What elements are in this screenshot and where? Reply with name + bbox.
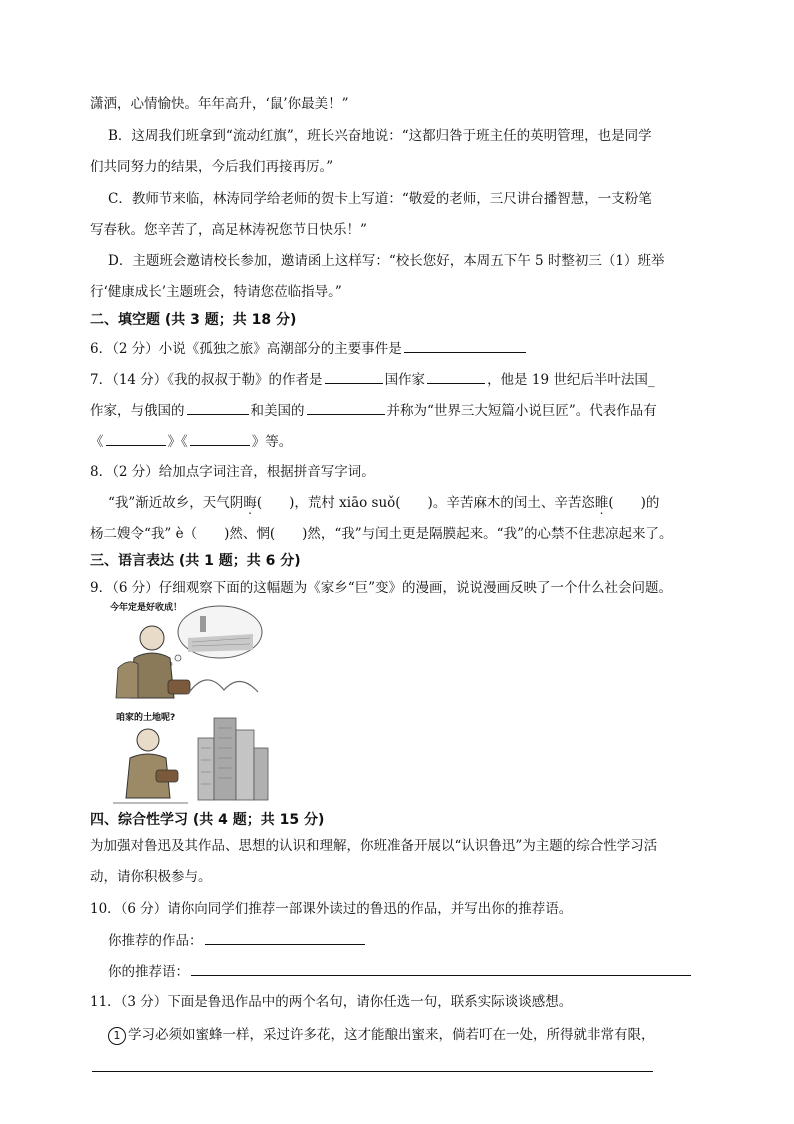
question-8-line2: 杨二嫂令“我” è（ )然、惘( )然，“我”与闰土更是隔膜起来。“我”的心禁不住悲凉起来了。 bbox=[90, 526, 673, 542]
q10-reason-row bbox=[108, 961, 693, 982]
farmer-head-icon bbox=[140, 626, 164, 650]
option-a-tail: 潇洒，心情愉快。年年高升，‘鼠’你最美！” bbox=[90, 96, 349, 112]
q7-text-c: ，他是 19 世纪后半叶法国_ bbox=[487, 372, 655, 388]
q10-reason-label: 你的推荐语： bbox=[108, 964, 189, 980]
answer-blank-q7-author[interactable] bbox=[325, 369, 383, 384]
q7-text-e: 和美国的 bbox=[250, 403, 305, 419]
section-4-intro-line2: 动，请你积极参与。 bbox=[90, 869, 212, 885]
option-b-line2: 们共同努力的结果，今后我们再接再厉。” bbox=[90, 159, 334, 175]
q8-dotted-char-1: 晦 bbox=[243, 495, 257, 511]
q7-text-g3: 》等。 bbox=[251, 434, 293, 450]
answer-blank-q6[interactable] bbox=[404, 338, 526, 353]
answer-blank-q7-american[interactable] bbox=[307, 400, 385, 415]
question-8-line1 bbox=[108, 493, 659, 513]
answer-blank-q7-work1[interactable] bbox=[106, 431, 166, 446]
q8-text-c: ( )的 bbox=[608, 495, 660, 511]
answer-blank-q7-russian[interactable] bbox=[187, 400, 249, 415]
section-4-heading: 四、综合性学习 (共 4 题；共 15 分) bbox=[90, 812, 325, 828]
option-b-line1: B．这周我们班拿到“流动红旗”，班长兴奋地说：“这都归咎于班主任的英明管理，也是同学 bbox=[108, 128, 652, 144]
question-8: 8．（2 分）给加点字词注音，根据拼音写字词。 bbox=[90, 464, 375, 480]
option-c-line1: C．教师节来临，林涛同学给老师的贺卡上写道：“敬爱的老师，三尺讲台播智慧，一支粉笔 bbox=[108, 191, 652, 207]
q10-work-label: 你推荐的作品： bbox=[108, 933, 203, 949]
q7-text-a: 7．（14 分）《我的叔叔于勒》的作者是 bbox=[90, 372, 323, 388]
section-4-intro-line1: 为加强对鲁迅及其作品、思想的认识和理解，你班准备开展以“认识鲁迅”为主题的综合性学习活 bbox=[90, 838, 658, 854]
q7-text-d: 作家，与俄国的 bbox=[90, 403, 185, 419]
answer-blank-q7-work2[interactable] bbox=[190, 431, 250, 446]
question-7-line2 bbox=[90, 400, 657, 421]
answer-blank-q10-reason[interactable] bbox=[191, 961, 691, 976]
answer-line-q11[interactable] bbox=[92, 1071, 653, 1072]
q7-text-g1: 《 bbox=[90, 434, 104, 450]
question-7-line3 bbox=[90, 431, 292, 452]
answer-blank-q10-work[interactable] bbox=[205, 930, 365, 945]
q11-quote-1 bbox=[108, 1025, 655, 1045]
q10-work-row bbox=[108, 930, 367, 951]
q8-dotted-char-2: 睢 bbox=[594, 495, 609, 511]
option-d-line2: 行‘健康成长’主题班会，特请您莅临指导。” bbox=[90, 284, 342, 300]
question-7-line1 bbox=[90, 369, 655, 390]
circled-number-1: 1 bbox=[108, 1027, 126, 1045]
q7-text-g2: 》《 bbox=[167, 434, 188, 450]
q8-text-b: ( )，荒村 xiāo suǒ( )。辛苦麻木的闰土、辛苦恣 bbox=[256, 495, 595, 511]
q7-text-f: 并称为“世界三大短篇小说巨匠”。代表作品有 bbox=[386, 403, 657, 419]
question-11: 11．（3 分）下面是鲁迅作品中的两个名句，请你任选一句，联系实际谈谈感想。 bbox=[90, 994, 573, 1010]
q8-text-a: “我”渐近故乡，天气阴 bbox=[108, 495, 244, 511]
section-3-heading: 三、语言表达 (共 1 题；共 6 分) bbox=[90, 553, 301, 569]
option-c-line2: 写春秋。您辛苦了，高足林涛祝您节日快乐！” bbox=[90, 222, 367, 238]
q7-text-b: 国作家 bbox=[384, 372, 426, 388]
answer-blank-q7-country[interactable] bbox=[427, 369, 485, 384]
section-2-heading: 二、填空题 (共 3 题；共 18 分) bbox=[90, 312, 297, 328]
question-10: 10．（6 分）请你向同学们推荐一部课外读过的鲁迅的作品，并写出你的推荐语。 bbox=[90, 901, 573, 917]
question-9: 9．（6 分）仔细观察下面的这幅题为《家乡“巨”变》的漫画，说说漫画反映了一个什么社会问题。 bbox=[90, 580, 673, 596]
cartoon-illustration bbox=[108, 598, 273, 808]
question-6 bbox=[90, 338, 528, 359]
question-6-text: 6．（2 分）小说《孤独之旅》高潮部分的主要事件是 bbox=[90, 341, 402, 357]
option-d-line1: D．主题班会邀请校长参加，邀请函上这样写：“校长您好，本周五下午 5 时整初三（1）班举 bbox=[108, 253, 665, 269]
q11-quote-text: 学习必须如蜜蜂一样，采过许多花，这才能酿出蜜来，倘若叮在一处，所得就非常有限， bbox=[128, 1027, 655, 1043]
cartoon-caption-2: 咱家的土地呢? bbox=[116, 713, 176, 723]
cartoon-caption-1: 今年定是好收成！ bbox=[110, 603, 183, 613]
